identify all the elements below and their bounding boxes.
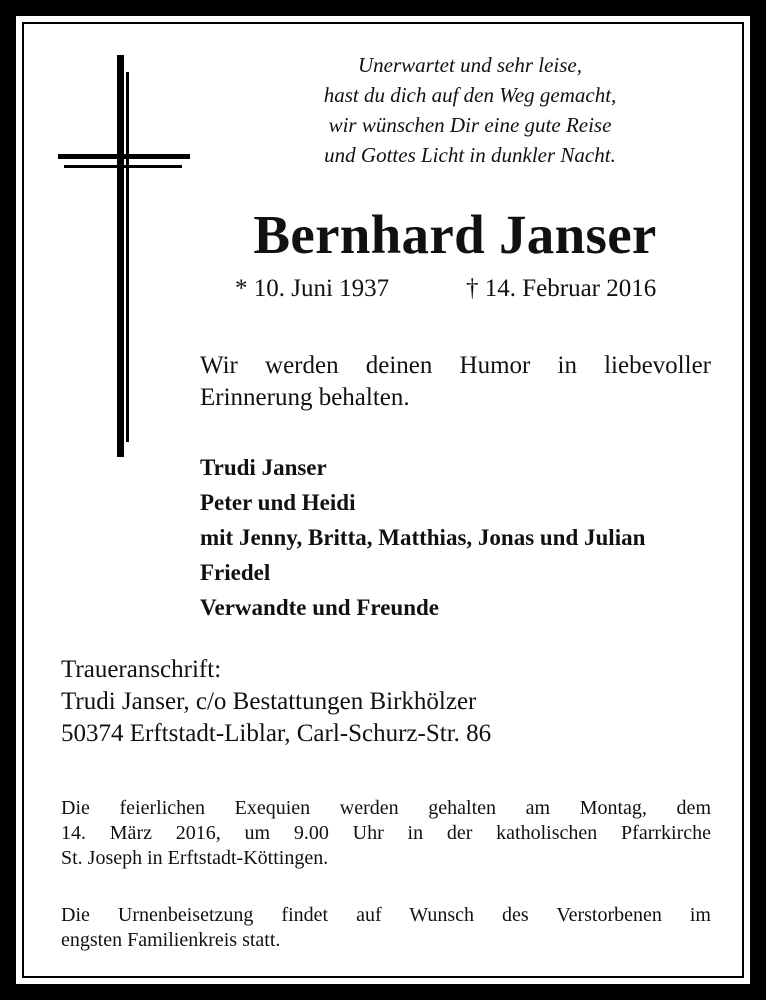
memorial-verse [250, 50, 690, 170]
cross-icon [58, 55, 190, 457]
service-line: Die feierlichen Exequien werden gehalten am Montag, dem [61, 797, 711, 819]
service-line: 14. März 2016, um 9.00 Uhr in der katholischen Pfarrkirche [61, 822, 711, 844]
message-line: Wir werden deinen Humor in liebevoller [200, 352, 711, 379]
mourner-name: mit Jenny, Britta, Matthias, Jonas und Julian [200, 525, 646, 550]
mourner-name: Friedel [200, 560, 271, 585]
verse-line: und Gottes Licht in dunkler Nacht. [324, 143, 616, 167]
deceased-name: Bernhard Janser [253, 204, 657, 265]
address-line: Trudi Janser, c/o Bestattungen Birkhölzer [61, 688, 477, 715]
memorial-message [200, 350, 711, 414]
verse-line: hast du dich auf den Weg gemacht, [323, 83, 617, 107]
birth-date: * 10. Juni 1937 [235, 275, 390, 302]
mourner-name: Trudi Janser [200, 455, 327, 480]
address-heading: Traueranschrift: [61, 656, 222, 683]
urn-line: engsten Familienkreis statt. [61, 929, 281, 951]
mourner-name: Verwandte und Freunde [200, 595, 439, 620]
death-date: † 14. Februar 2016 [466, 275, 657, 302]
funeral-service-notice [61, 796, 711, 871]
verse-line: Unerwartet und sehr leise, [358, 53, 582, 77]
condolence-address [61, 654, 491, 750]
urn-line: Die Urnenbeisetzung findet auf Wunsch des Verstorbenen im [61, 904, 711, 926]
message-line: Erinnerung behalten. [200, 384, 410, 411]
address-line: 50374 Erftstadt-Liblar, Carl-Schurz-Str. 86 [61, 720, 492, 747]
mourner-name: Peter und Heidi [200, 490, 356, 515]
mourners-list [200, 450, 645, 625]
service-line: St. Joseph in Erftstadt-Köttingen. [61, 847, 329, 869]
urn-burial-notice [61, 903, 711, 953]
verse-line: wir wünschen Dir eine gute Reise [328, 113, 612, 137]
